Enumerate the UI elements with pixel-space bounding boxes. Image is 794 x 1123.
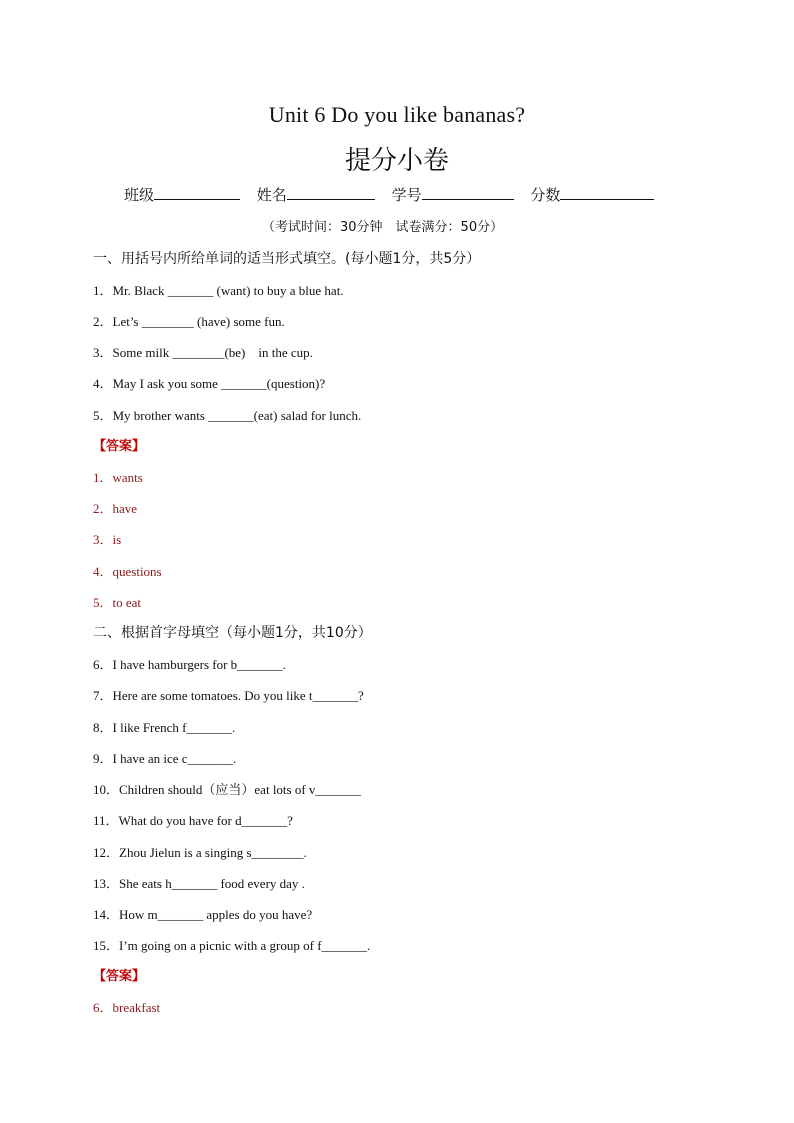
answer-5: 5．to eat <box>93 595 142 610</box>
answer-2: 2．have <box>93 501 138 516</box>
question-12: 12．Zhou Jielun is a singing s________. <box>93 845 307 860</box>
answer-6: 6．breakfast <box>93 1000 161 1015</box>
question-3: 3．Some milk ________(be) in the cup. <box>93 345 313 360</box>
name-blank <box>287 185 375 200</box>
score-blank <box>560 185 654 200</box>
class-label: 班级 <box>124 186 155 204</box>
question-6: 6．I have hamburgers for b_______. <box>93 657 286 672</box>
question-14: 14．How m_______ apples do you have? <box>93 907 313 922</box>
section1-answer-label: 【答案】 <box>93 439 146 454</box>
answer-3: 3．is <box>93 532 122 547</box>
question-9: 9．I have an ice c_______. <box>93 751 237 766</box>
page-subtitle: 提分小卷 <box>344 146 449 176</box>
id-label: 学号 <box>391 186 422 204</box>
question-1: 1．Mr. Black _______ (want) to buy a blue hat. <box>93 283 344 298</box>
question-13: 13．She eats h_______ food every day . <box>93 876 305 891</box>
answer-1: 1．wants <box>93 470 143 485</box>
section2-answer-label: 【答案】 <box>93 969 146 984</box>
section1-heading: 一、用括号内所给单词的适当形式填空。(每小题1分，共5分） <box>93 251 481 267</box>
question-11: 11．What do you have for d_______? <box>93 813 293 828</box>
class-blank <box>154 185 240 200</box>
exam-note: （考试时间：30分钟 试卷满分：50分） <box>262 220 504 235</box>
question-8: 8．I like French f_______. <box>93 720 236 735</box>
question-7: 7．Here are some tomatoes. Do you like t_______? <box>93 688 364 703</box>
question-4: 4．May I ask you some _______(question)? <box>93 376 326 391</box>
question-15: 15．I’m going on a picnic with a group of f_______. <box>93 938 371 953</box>
id-blank <box>422 185 514 200</box>
page-title: Unit 6 Do you like bananas? <box>268 102 526 127</box>
question-10: 10．Children should（应当）eat lots of v_______ <box>93 782 361 797</box>
section2-heading: 二、根据首字母填空（每小题1分，共10分） <box>93 625 372 641</box>
name-label: 姓名 <box>256 186 287 204</box>
student-info-row <box>124 184 654 205</box>
score-label: 分数 <box>530 186 561 204</box>
question-5: 5．My brother wants _______(eat) salad for lunch. <box>93 408 362 423</box>
question-2: 2．Let’s ________ (have) some fun. <box>93 314 285 329</box>
answer-4: 4．questions <box>93 564 162 579</box>
